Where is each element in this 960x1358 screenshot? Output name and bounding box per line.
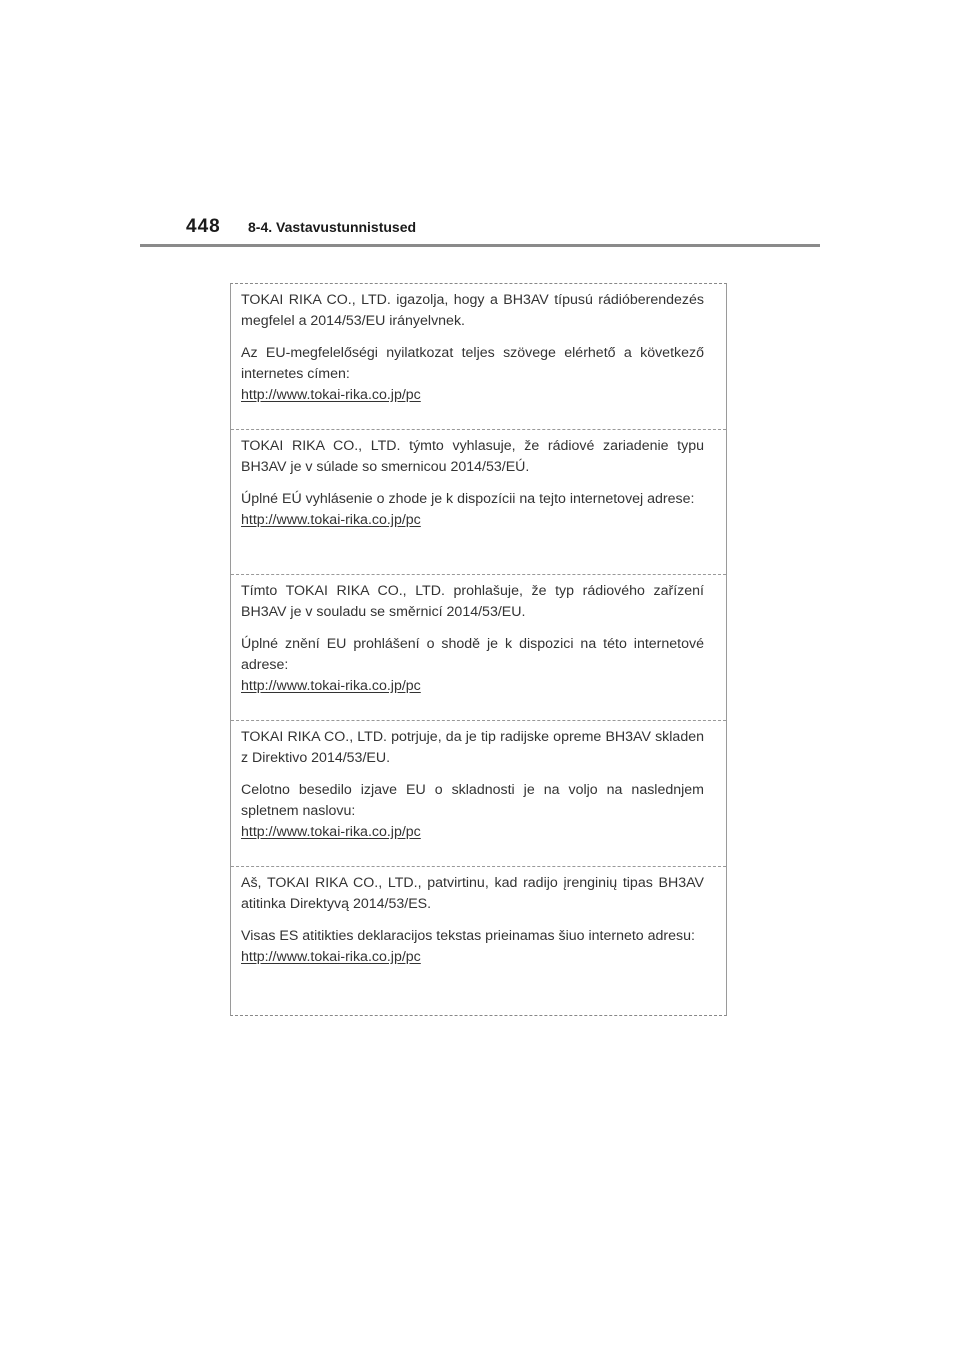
- declaration-slovak: [231, 429, 726, 574]
- declaration-availability: Úplné EÚ vyhlásenie o zhode je k dispozícii na tejto internetovej adrese:: [241, 491, 695, 507]
- declaration-hungarian: [231, 284, 726, 429]
- page-header: [140, 214, 820, 248]
- declaration-url-link[interactable]: http://www.tokai-rika.co.jp/pc: [241, 387, 421, 403]
- declaration-statement: Tímto TOKAI RIKA CO., LTD. prohlašuje, že typ rádiového zařízení BH3AV je v souladu se směrnicí 2014/53/EU.: [241, 583, 704, 620]
- declaration-url-link[interactable]: http://www.tokai-rika.co.jp/pc: [241, 949, 421, 965]
- declaration-czech: [231, 574, 726, 720]
- declaration-url-link[interactable]: http://www.tokai-rika.co.jp/pc: [241, 678, 421, 694]
- declaration-availability: Úplné znění EU prohlášení o shodě je k dispozici na této internetové adrese:: [241, 636, 704, 673]
- declarations-box: [230, 283, 727, 1016]
- declaration-lithuanian: [231, 866, 726, 1015]
- declaration-availability: Celotno besedilo izjave EU o skladnosti je na voljo na naslednjem spletnem naslovu:: [241, 782, 704, 819]
- declaration-statement: TOKAI RIKA CO., LTD. potrjuje, da je tip radijske opreme BH3AV skladen z Direktivo 2014/53/EU.: [241, 729, 704, 766]
- declaration-availability: Az EU-megfelelőségi nyilatkozat teljes szövege elérhető a következő internetes címen:: [241, 345, 704, 382]
- declaration-url-link[interactable]: http://www.tokai-rika.co.jp/pc: [241, 512, 421, 528]
- declaration-statement: TOKAI RIKA CO., LTD. igazolja, hogy a BH3AV típusú rádióberendezés megfelel a 2014/53/EU irányelvnek.: [241, 292, 704, 329]
- page-number: 448: [186, 216, 221, 237]
- declaration-availability: Visas ES atitikties deklaracijos tekstas prieinamas šiuo interneto adresu:: [241, 928, 695, 944]
- declaration-url-link[interactable]: http://www.tokai-rika.co.jp/pc: [241, 824, 421, 840]
- section-title: 8-4. Vastavustunnistused: [248, 219, 417, 235]
- header-rule: [140, 244, 820, 247]
- declaration-statement: Aš, TOKAI RIKA CO., LTD., patvirtinu, kad radijo įrenginių tipas BH3AV atitinka Direktyvą 2014/53/ES.: [241, 875, 704, 912]
- declaration-statement: TOKAI RIKA CO., LTD. týmto vyhlasuje, že rádiové zariadenie typu BH3AV je v súlade so smernicou 2014/53/EÚ.: [241, 438, 704, 475]
- declaration-slovenian: [231, 720, 726, 866]
